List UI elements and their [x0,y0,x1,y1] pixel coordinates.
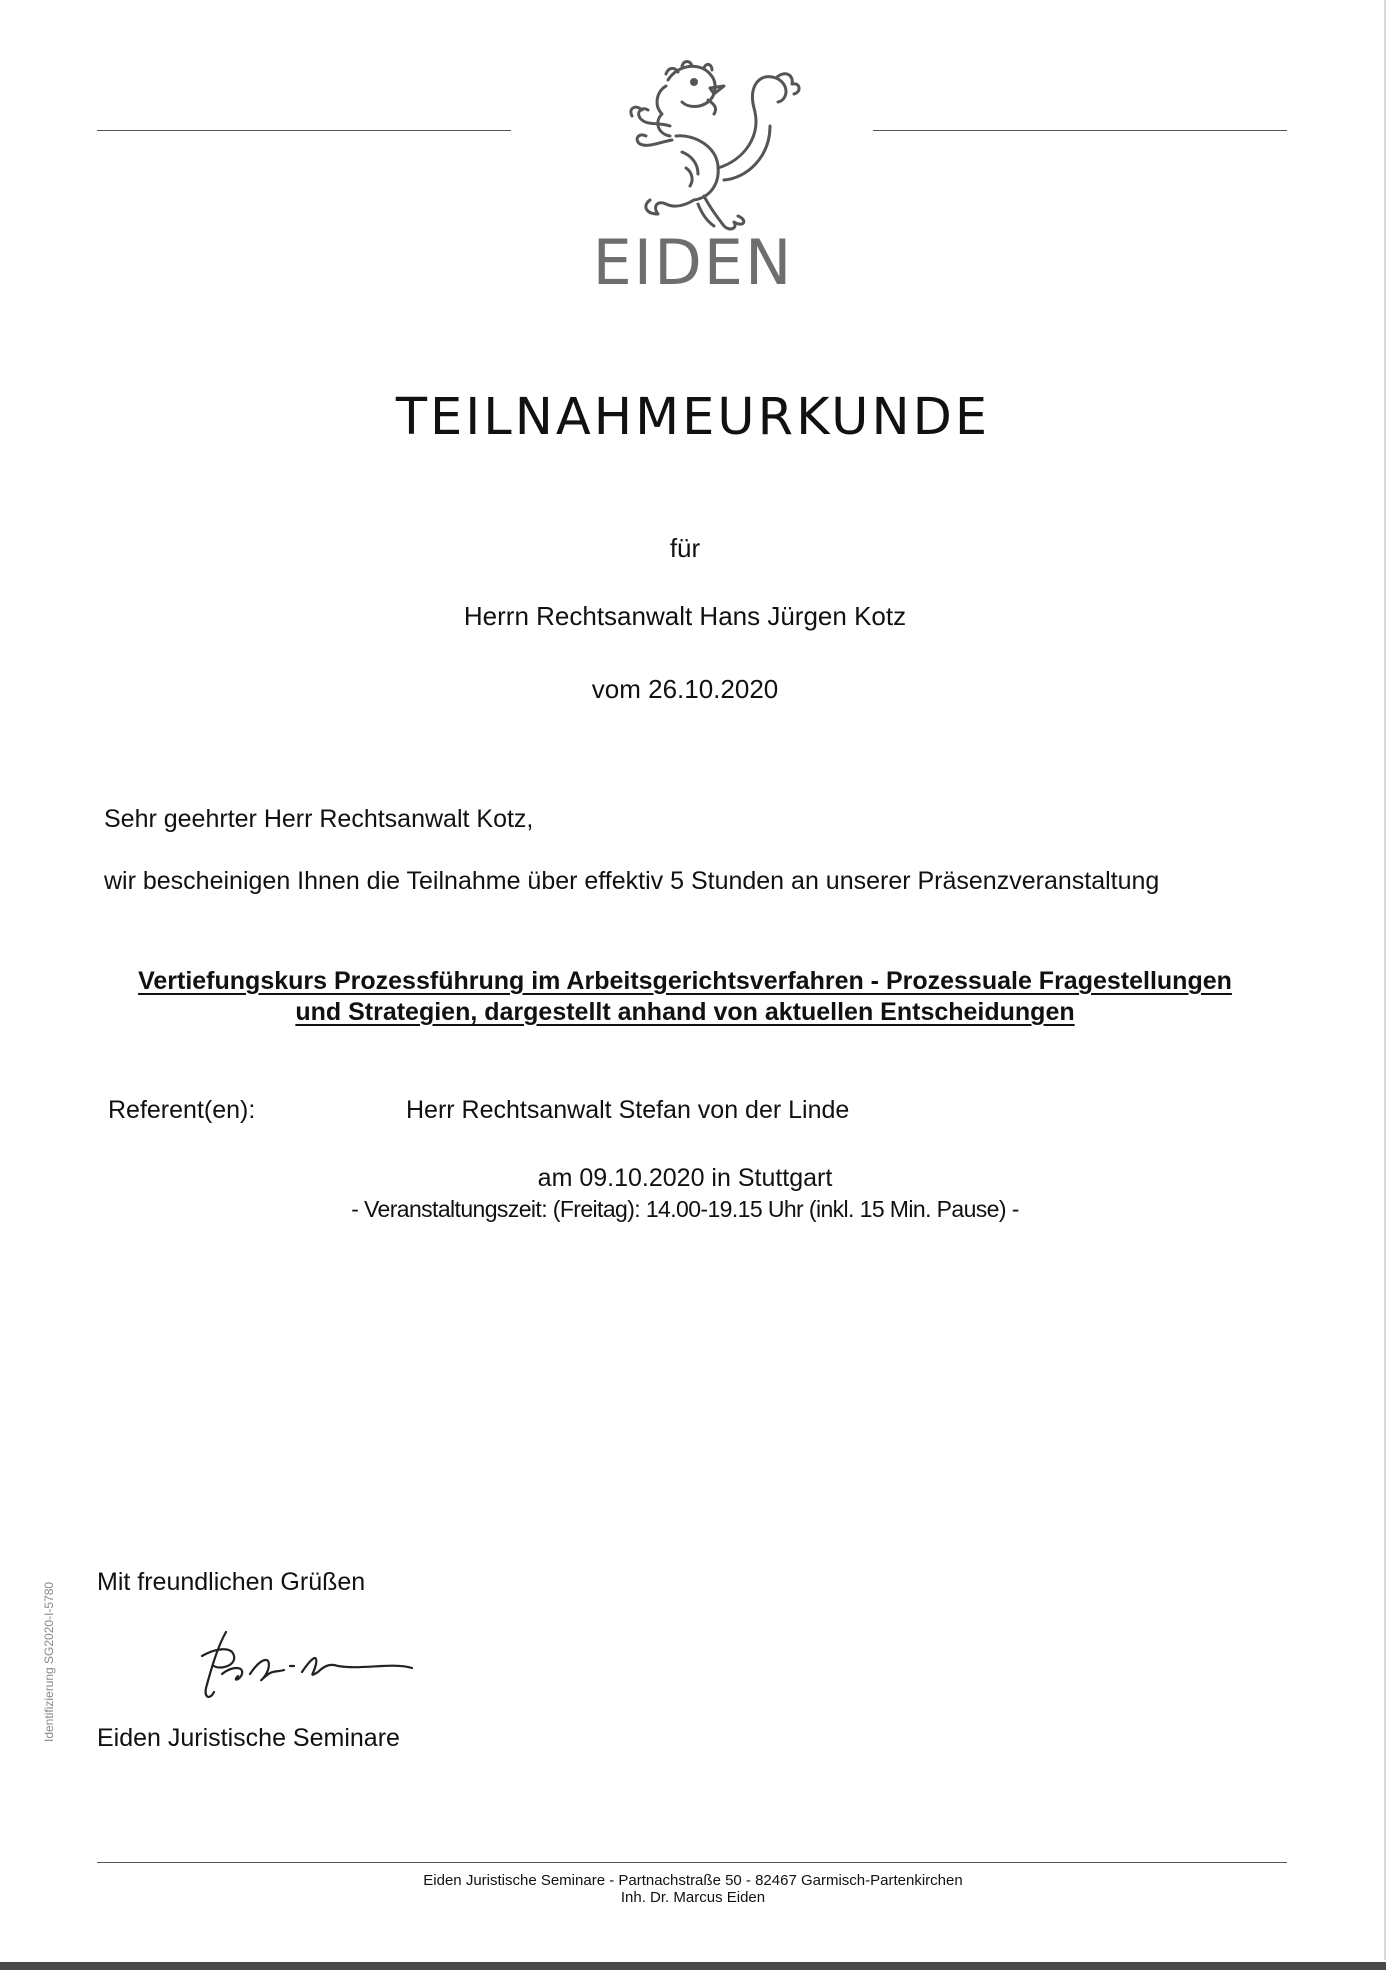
footer-address: Eiden Juristische Seminare - Partnachstraße 50 - 82467 Garmisch-Partenkirchen [423,1872,963,1889]
signature-icon [192,1626,422,1706]
salutation: Sehr geehrter Herr Rechtsanwalt Kotz, [104,805,534,833]
identification-code: Identifizierung SG2020-I-5780 [42,1581,56,1742]
header-rule-left [97,130,511,131]
signatory: Eiden Juristische Seminare [97,1724,400,1752]
speaker-label: Referent(en): [108,1096,256,1124]
eiden-logo [548,56,838,299]
course-title-line-2: und Strategien, dargestellt anhand von aktuellen Entscheidungen [295,998,1075,1026]
for-label: für [669,533,701,563]
recipient-name: Herrn Rechtsanwalt Hans Jürgen Kotz [463,601,907,631]
event-date-place: am 09.10.2020 in Stuttgart [537,1164,833,1192]
issue-date: vom 26.10.2020 [591,674,779,704]
header-rule-right [873,130,1287,131]
logo-wordmark: EIDEN [592,226,794,299]
footer-owner: Inh. Dr. Marcus Eiden [620,1889,766,1906]
certificate-title: TEILNAHMEURKUNDE [395,388,991,447]
course-title-line-1: Vertiefungskurs Prozessführung im Arbeitsgerichtsverfahren - Prozessuale Fragestellungen [138,967,1232,995]
lion-emblem-icon [548,56,838,236]
closing: Mit freundlichen Grüßen [97,1568,366,1596]
page-edge-bottom [0,1962,1386,1970]
course-title [100,966,1270,1028]
footer-rule [97,1862,1287,1863]
event-schedule: - Veranstaltungszeit: (Freitag): 14.00-19.15 Uhr (inkl. 15 Min. Pause) - [351,1196,1019,1222]
letter-body: wir bescheinigen Ihnen die Teilnahme über effektiv 5 Stunden an unserer Präsenzveranstaltung [104,867,1160,895]
speaker-name: Herr Rechtsanwalt Stefan von der Linde [406,1096,850,1124]
